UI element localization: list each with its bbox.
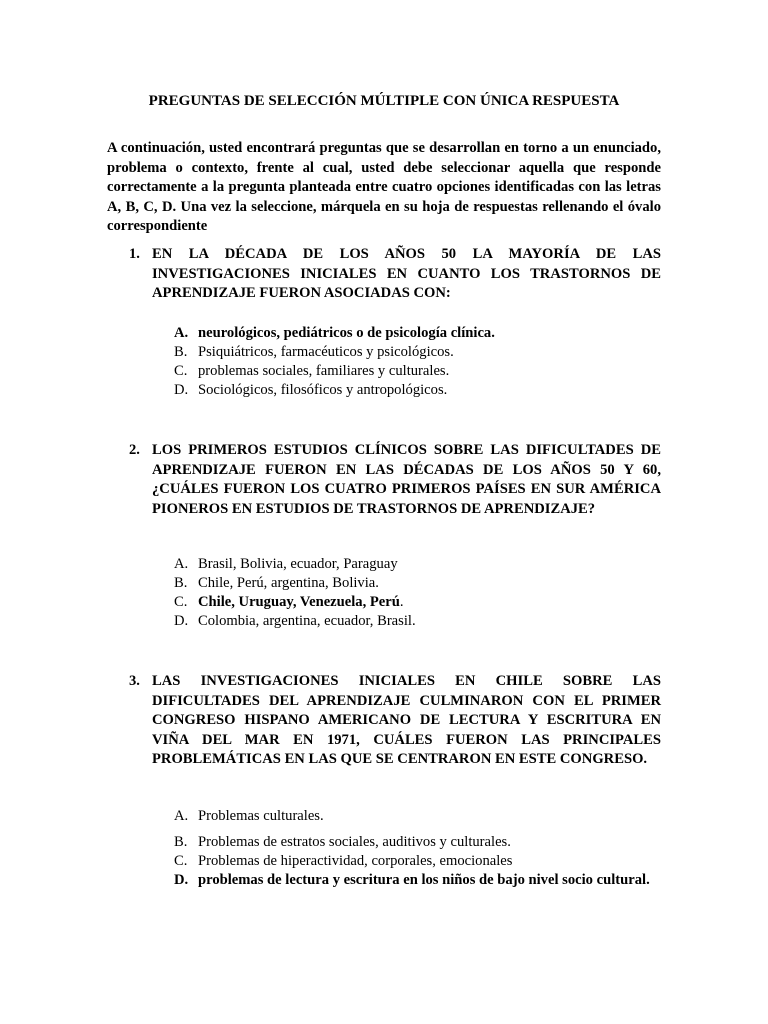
option-text: Problemas de estratos sociales, auditivos y culturales. xyxy=(198,834,511,850)
option-c xyxy=(174,593,674,612)
option-c xyxy=(174,852,674,871)
option-letter: C. xyxy=(174,594,188,610)
option-text: Brasil, Bolivia, ecuador, Paraguay xyxy=(198,556,398,572)
question-number: 2. xyxy=(129,442,140,458)
question-2-options xyxy=(174,555,674,631)
option-d xyxy=(174,871,674,909)
question-1-options xyxy=(174,324,674,400)
option-text: Problemas culturales. xyxy=(198,808,324,824)
question-3-options xyxy=(174,807,674,909)
option-letter: A. xyxy=(174,808,189,824)
option-letter: B. xyxy=(174,575,188,591)
option-a xyxy=(174,324,674,343)
question-number: 3. xyxy=(129,673,140,689)
option-text: Colombia, argentina, ecuador, Brasil. xyxy=(198,613,416,629)
option-letter: B. xyxy=(174,344,188,360)
option-letter: A. xyxy=(174,556,189,572)
option-text: problemas sociales, familiares y culturales. xyxy=(198,363,450,379)
page-title: PREGUNTAS DE SELECCIÓN MÚLTIPLE CON ÚNICA RESPUESTA xyxy=(148,93,620,109)
option-text: Psiquiátricos, farmacéuticos y psicológicos. xyxy=(198,344,454,360)
option-suffix: . xyxy=(399,594,404,610)
option-text: Problemas de hiperactividad, corporales, emocionales xyxy=(198,853,513,869)
question-number: 1. xyxy=(129,246,140,262)
option-letter: C. xyxy=(174,363,188,379)
question-text: EN LA DÉCADA DE LOS AÑOS 50 LA MAYORÍA DE LAS INVESTIGACIONES INICIALES EN CUANTO LOS TRASTORNOS DE APRENDIZAJE FUERON ASOCIADAS CON: xyxy=(152,246,661,301)
option-d xyxy=(174,381,674,400)
option-letter: C. xyxy=(174,853,188,869)
option-c xyxy=(174,362,674,381)
option-text xyxy=(198,593,404,612)
option-b xyxy=(174,574,674,593)
option-text: Chile, Perú, argentina, Bolivia. xyxy=(198,575,379,591)
question-text: LAS INVESTIGACIONES INICIALES EN CHILE SOBRE LAS DIFICULTADES DEL APRENDIZAJE CULMINARON CON EL PRIMER CONGRESO HISPANO AMERICANO DE LECTURA Y ESCRITURA EN VIÑA DEL MAR EN 1971, CUÁLES FUERON LAS PRINCIPALES PROBLEMÁTICAS EN LAS QUE SE CENTRARON EN ESTE CONGRESO. xyxy=(152,673,661,767)
option-answer: Chile, Uruguay, Venezuela, Perú xyxy=(198,594,400,610)
option-letter: B. xyxy=(174,834,188,850)
option-text: Sociológicos, filosóficos y antropológicos. xyxy=(198,382,448,398)
option-a xyxy=(174,555,674,574)
option-b xyxy=(174,833,674,852)
option-letter: D. xyxy=(174,613,189,629)
option-letter: D. xyxy=(174,872,189,888)
option-letter: D. xyxy=(174,382,189,398)
option-text: problemas de lectura y escritura en los niños de bajo nivel socio cultural. xyxy=(198,872,650,888)
option-b xyxy=(174,343,674,362)
option-d xyxy=(174,612,674,631)
option-a xyxy=(174,807,674,833)
question-text: LOS PRIMEROS ESTUDIOS CLÍNICOS SOBRE LAS DIFICULTADES DE APRENDIZAJE FUERON EN LAS DÉCADAS DE LOS AÑOS 50 Y 60, ¿CUÁLES FUERON LOS CUATRO PRIMEROS PAÍSES EN SUR AMÉRICA PIONEROS EN ESTUDIOS DE TRASTORNOS DE APRENDIZAJE? xyxy=(152,442,661,517)
option-text: neurológicos, pediátricos o de psicología clínica. xyxy=(198,325,495,341)
intro-paragraph: A continuación, usted encontrará preguntas que se desarrollan en torno a un enunciado, problema o contexto, frente al cual, usted debe seleccionar aquella que responde correctamente a la pregunta planteada entre cuatro opciones identificadas con las letras A, B, C, D. Una vez la seleccione, márquela en su hoja de respuestas rellenando el óvalo correspondiente xyxy=(107,140,661,234)
option-letter: A. xyxy=(174,325,189,341)
